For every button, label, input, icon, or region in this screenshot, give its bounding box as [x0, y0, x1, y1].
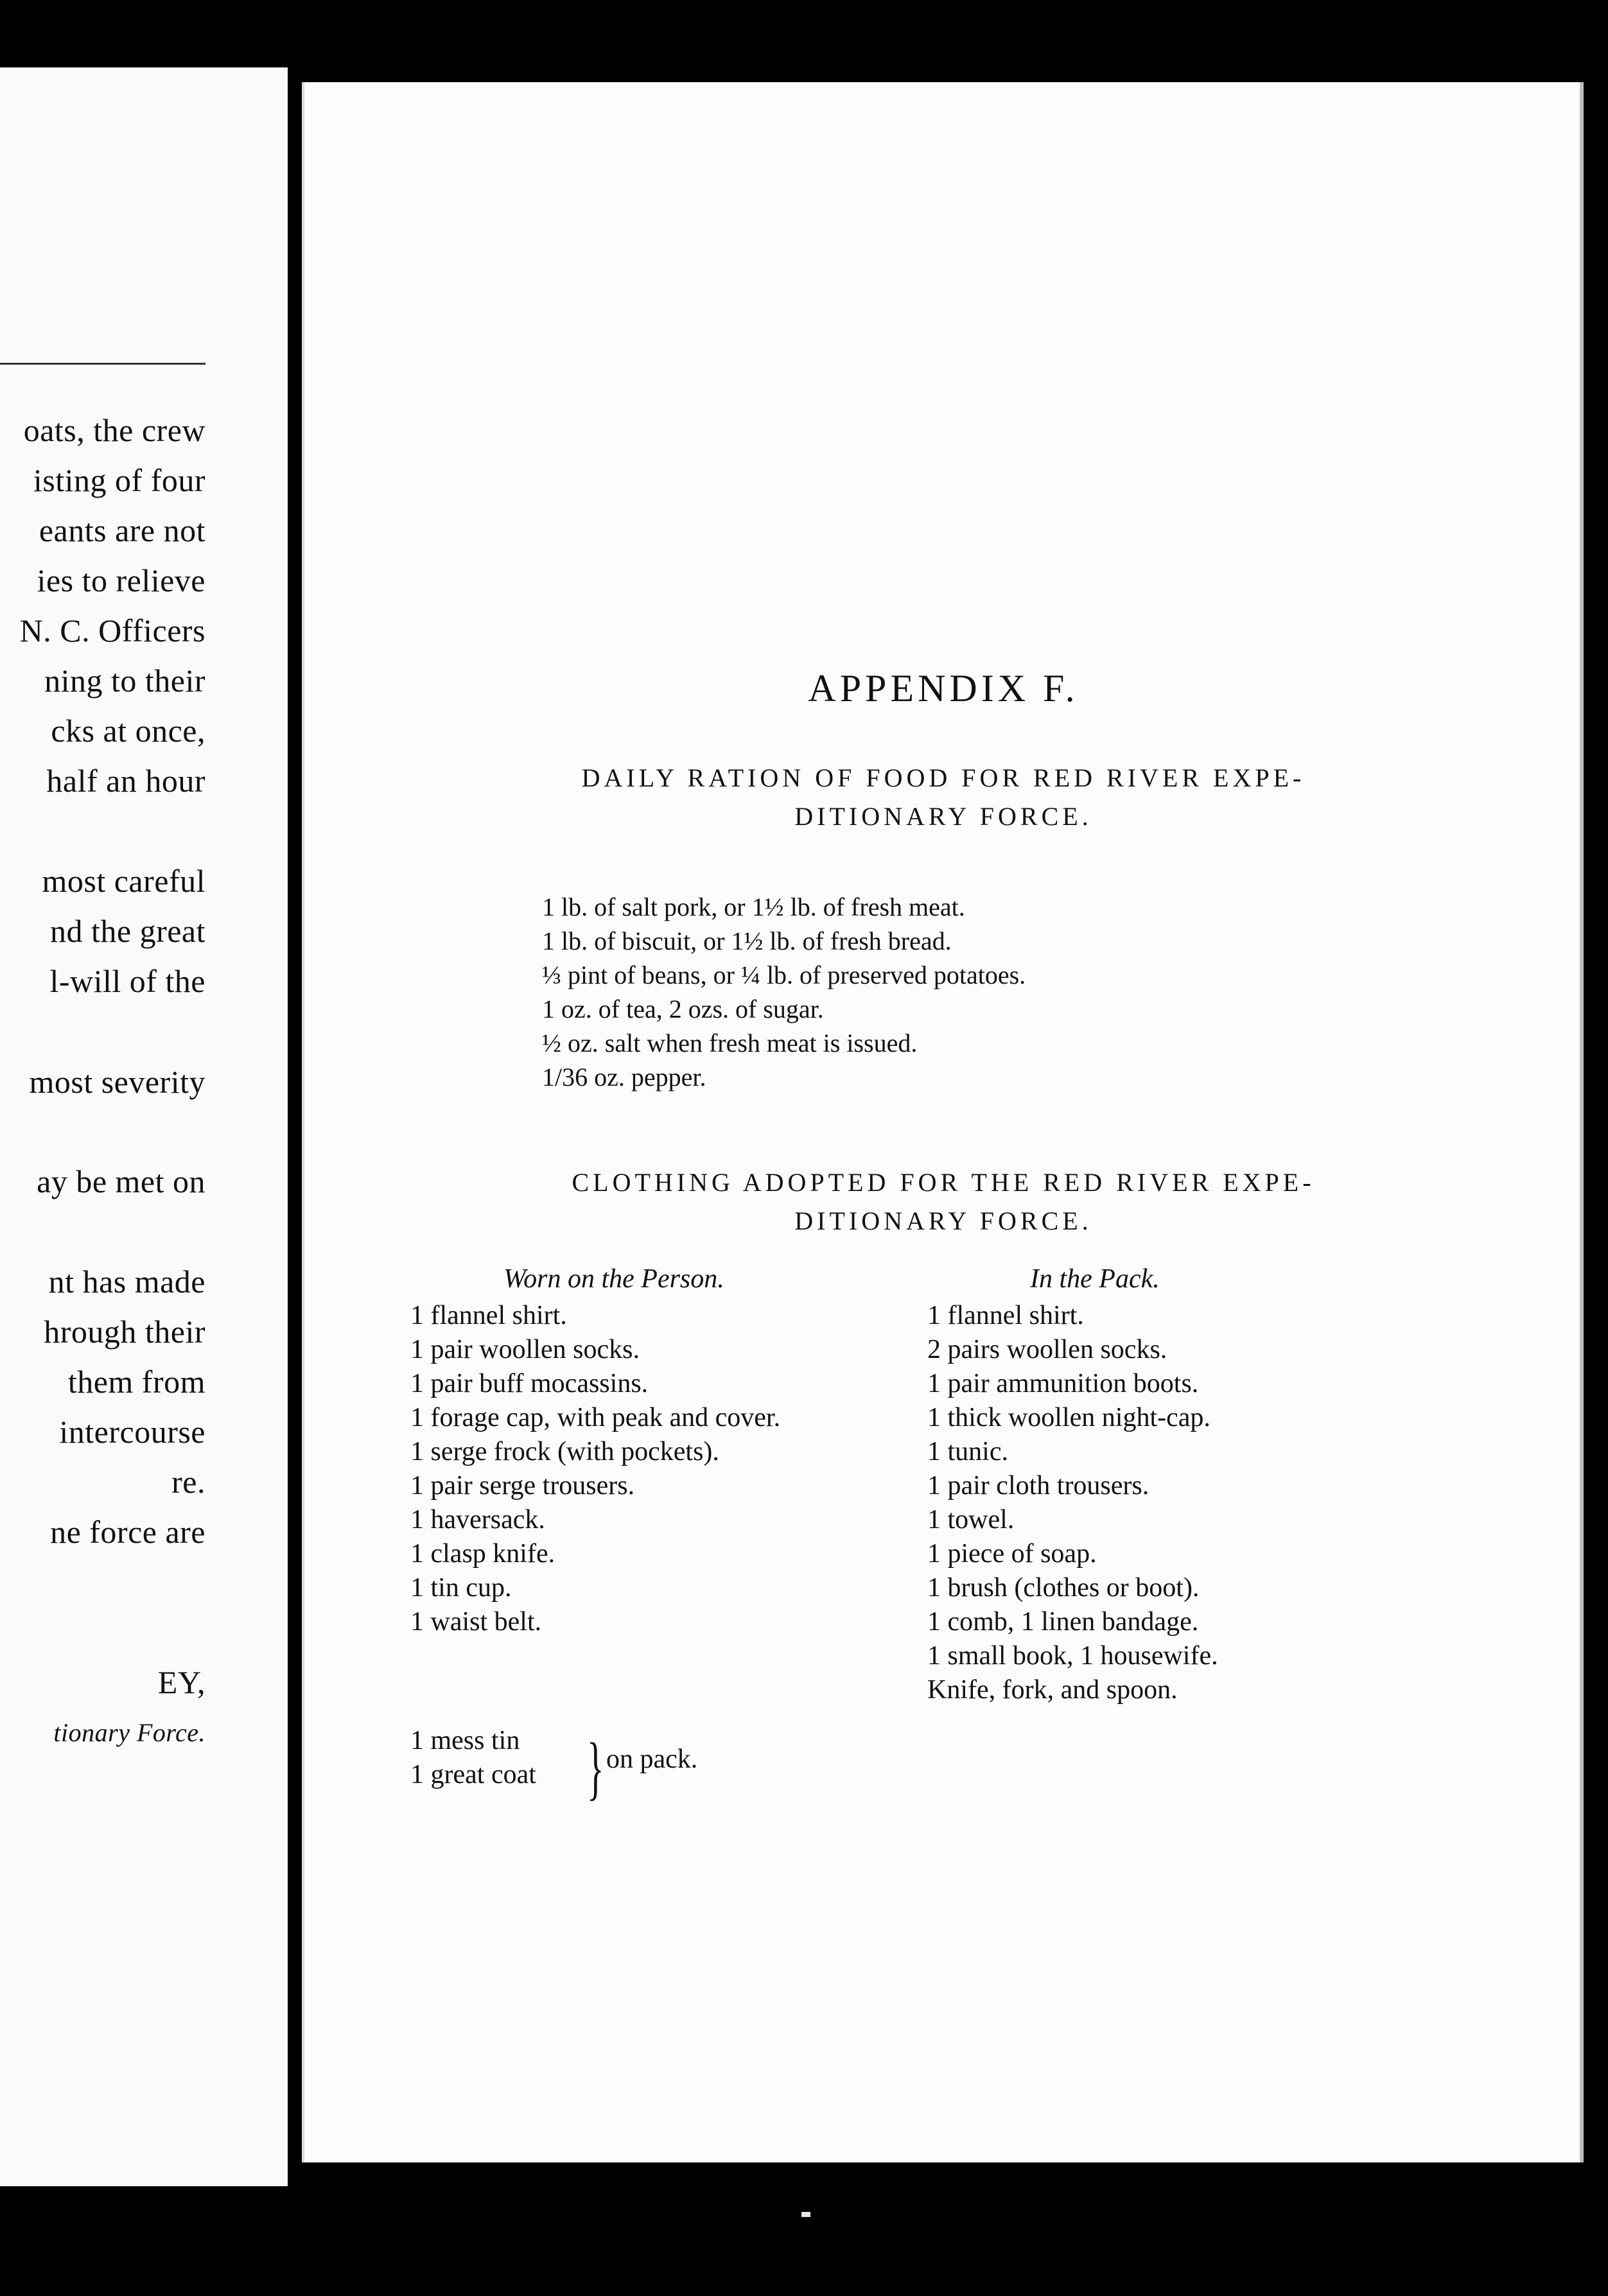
worn-item: 1 pair woollen socks. — [410, 1335, 640, 1364]
page-gutter — [288, 67, 301, 2186]
ration-item: 1 lb. of biscuit, or 1½ lb. of fresh bread. — [542, 926, 952, 955]
pack-column-heading: In the Pack. — [1030, 1264, 1160, 1294]
left-text-line: ay be met on — [37, 1163, 205, 1199]
left-text-line: eants are not — [39, 512, 205, 548]
left-text-line: EY, — [157, 1664, 205, 1700]
pack-item: 1 brush (clothes or boot). — [927, 1573, 1200, 1603]
worn-item: 1 pair serge trousers. — [410, 1471, 635, 1500]
left-text-line: cks at once, — [51, 713, 205, 749]
pack-item: 1 comb, 1 linen bandage. — [927, 1607, 1199, 1637]
worn-item: 1 serge frock (with pockets). — [410, 1437, 719, 1466]
worn-item: 1 haversack. — [410, 1505, 545, 1535]
pack-item: 1 piece of soap. — [927, 1539, 1097, 1569]
appendix-title: APPENDIX F. — [808, 667, 1079, 709]
worn-item: 1 great coat — [410, 1760, 536, 1789]
left-text-line: re. — [171, 1464, 205, 1500]
ration-item: ½ oz. salt when fresh meat is issued. — [542, 1029, 918, 1057]
left-text-line: most severity — [29, 1064, 205, 1100]
left-text-line: oats, the crew — [23, 412, 205, 448]
clothing-heading-line1: CLOTHING ADOPTED FOR THE RED RIVER EXPE- — [572, 1168, 1315, 1197]
pack-item: Knife, fork, and spoon. — [927, 1675, 1178, 1705]
worn-item: 1 tin cup. — [410, 1573, 512, 1603]
pack-item: 1 pair ammunition boots. — [927, 1369, 1199, 1398]
clothing-heading-line2: DITIONARY FORCE. — [794, 1206, 1092, 1235]
worn-column-heading: Worn on the Person. — [503, 1264, 724, 1294]
left-text-line: ne force are — [50, 1514, 205, 1550]
brace-note: on pack. — [606, 1744, 698, 1774]
left-text-line: isting of four — [33, 462, 205, 498]
ration-heading-line1: DAILY RATION OF FOOD FOR RED RIVER EXPE- — [581, 763, 1306, 792]
left-page-fragment — [0, 67, 288, 2186]
ration-item: ⅓ pint of beans, or ¼ lb. of preserved potatoes. — [542, 961, 1026, 989]
left-text-line: tionary Force. — [53, 1718, 205, 1747]
worn-item: 1 flannel shirt. — [410, 1301, 567, 1330]
ration-item: 1 oz. of tea, 2 ozs. of sugar. — [542, 995, 824, 1023]
worn-item: 1 waist belt. — [410, 1607, 542, 1637]
worn-item: 1 pair buff mocassins. — [410, 1369, 649, 1398]
page-edge — [1580, 82, 1584, 2162]
pack-item: 2 pairs woollen socks. — [927, 1335, 1167, 1364]
left-text-line: l-will of the — [49, 963, 205, 999]
pack-item: 1 pair cloth trousers. — [927, 1471, 1149, 1500]
left-text-line: N. C. Officers — [19, 613, 205, 648]
left-text-line: them from — [67, 1364, 205, 1400]
left-text-line: half an hour — [46, 763, 205, 799]
section-rule — [0, 363, 205, 365]
left-text-line: ning to their — [44, 663, 205, 699]
pack-item: 1 thick woollen night-cap. — [927, 1403, 1210, 1432]
left-text-line: hrough their — [44, 1314, 205, 1350]
left-text-line: ies to relieve — [37, 562, 205, 598]
ration-item: 1/36 oz. pepper. — [542, 1063, 706, 1091]
pack-item: 1 small book, 1 housewife. — [927, 1641, 1218, 1671]
pack-item: 1 flannel shirt. — [927, 1301, 1084, 1330]
left-text-line: nd the great — [49, 913, 205, 949]
left-text-line: nt has made — [48, 1264, 205, 1300]
left-text-line: most careful — [42, 863, 205, 899]
pack-item: 1 towel. — [927, 1505, 1015, 1535]
left-text-line: intercourse — [59, 1414, 205, 1450]
worn-item: 1 mess tin — [410, 1726, 520, 1755]
brace-glyph: } — [587, 1728, 604, 1807]
pack-item: 1 tunic. — [927, 1437, 1008, 1466]
worn-item: 1 forage cap, with peak and cover. — [410, 1403, 781, 1432]
right-page — [302, 82, 1582, 2162]
ration-item: 1 lb. of salt pork, or 1½ lb. of fresh meat. — [542, 892, 965, 921]
scan-mark — [801, 2212, 810, 2217]
ration-heading-line2: DITIONARY FORCE. — [794, 802, 1092, 831]
worn-item: 1 clasp knife. — [410, 1539, 555, 1569]
